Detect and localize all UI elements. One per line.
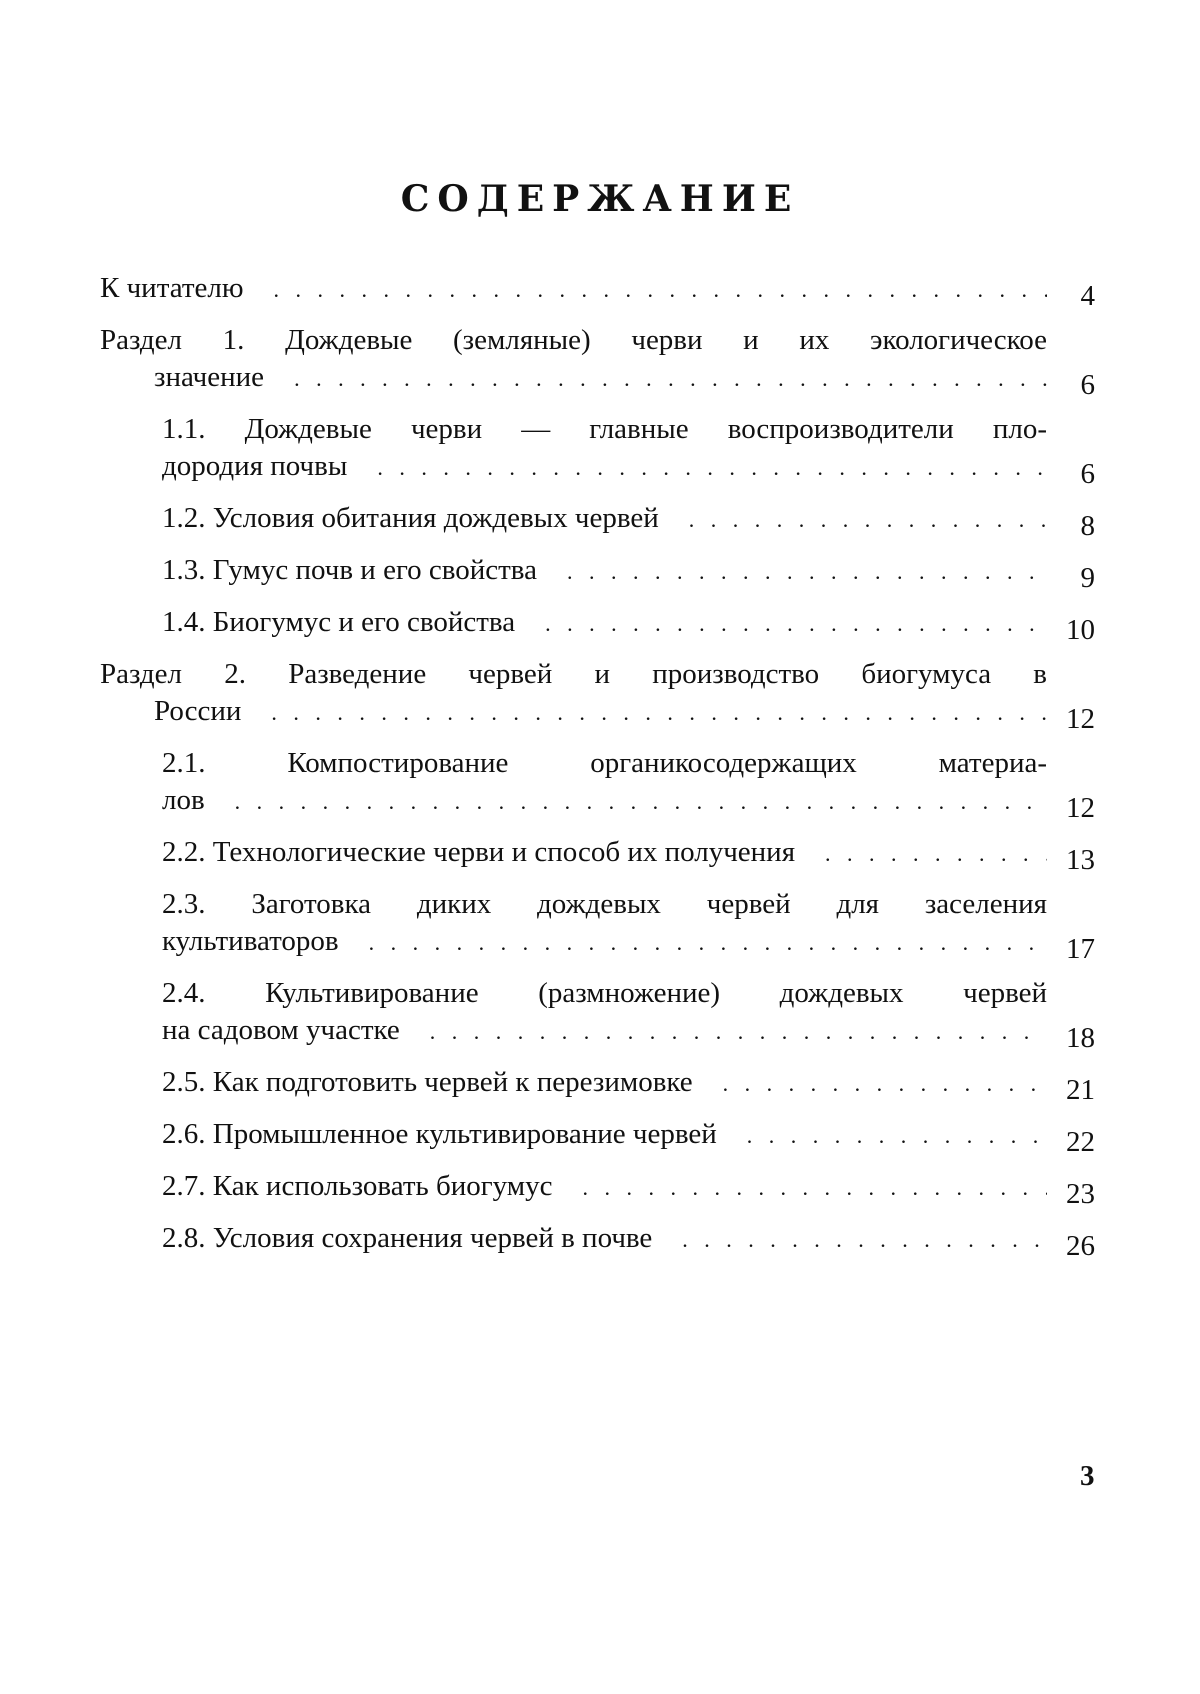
toc-page-number: 10 xyxy=(1066,614,1095,646)
toc-entry-text: 2.2. Технологические черви и способ их получения xyxy=(162,836,796,868)
toc-part-entry xyxy=(100,656,1095,735)
toc-entry-text: значение xyxy=(154,361,265,393)
toc-entry-last-line xyxy=(100,693,1095,735)
dot-leader xyxy=(430,1013,1047,1050)
toc-entry-text: 2.6. Промышленное культивирование червей xyxy=(162,1118,717,1150)
toc-part-entry xyxy=(100,322,1095,401)
page-title: СОДЕРЖАНИЕ xyxy=(400,178,800,220)
toc-entry-text: 2.8. Условия сохранения червей в почве xyxy=(162,1222,653,1254)
toc-entry-text: дородия почвы xyxy=(162,450,348,482)
toc-entry-last-line xyxy=(162,552,1095,594)
toc-entry-text: 1.2. Условия обитания дождевых червей xyxy=(162,502,659,534)
toc-section-entry xyxy=(100,834,1095,876)
dot-leader xyxy=(235,783,1047,820)
table-of-contents xyxy=(100,268,1095,1272)
toc-entry-text: 1.3. Гумус почв и его свойства xyxy=(162,554,537,586)
toc-page-number: 12 xyxy=(1066,703,1095,735)
toc-page-number: 12 xyxy=(1066,792,1095,824)
toc-entry-last-line xyxy=(100,270,1095,312)
dot-leader xyxy=(583,1169,1047,1206)
dot-leader xyxy=(682,1221,1047,1258)
toc-entry-text: России xyxy=(154,695,242,727)
dot-leader xyxy=(274,271,1047,308)
toc-section-entry xyxy=(100,1168,1095,1210)
toc-entry-text: 2.4. Культивирование (размножение) дождевых червей xyxy=(162,977,1047,1009)
toc-entry-last-line xyxy=(100,359,1095,401)
toc-page-number: 9 xyxy=(1080,562,1095,594)
dot-leader xyxy=(545,605,1047,642)
toc-section-entry xyxy=(100,552,1095,594)
page-number: 3 xyxy=(1080,1460,1095,1492)
toc-entry-text: 1.1. Дождевые черви — главные воспроизводители пло- xyxy=(162,413,1047,445)
toc-section-entry xyxy=(100,1116,1095,1158)
dot-leader xyxy=(369,924,1047,961)
toc-page-number: 6 xyxy=(1080,369,1095,401)
toc-page-number: 17 xyxy=(1066,933,1095,965)
dot-leader xyxy=(567,553,1047,590)
toc-entry-last-line xyxy=(162,1064,1095,1106)
toc-entry-text: лов xyxy=(162,784,205,816)
toc-section-entry xyxy=(100,886,1095,965)
toc-entry-text: 2.3. Заготовка диких дождевых червей для заселения xyxy=(162,888,1047,920)
toc-entry-last-line xyxy=(162,834,1095,876)
toc-entry-text: 2.1. Компостирование органикосодержащих материа- xyxy=(162,747,1047,779)
toc-entry-last-line xyxy=(162,1116,1095,1158)
toc-entry-text: К читателю xyxy=(100,272,244,304)
toc-entry-last-line xyxy=(162,1220,1095,1262)
toc-entry-text: 2.7. Как использовать биогумус xyxy=(162,1170,553,1202)
toc-entry-text: на садовом участке xyxy=(162,1014,400,1046)
toc-page-number: 22 xyxy=(1066,1126,1095,1158)
toc-entry-last-line xyxy=(162,604,1095,646)
dot-leader xyxy=(689,501,1047,538)
toc-section-entry xyxy=(100,975,1095,1054)
dot-leader xyxy=(747,1117,1047,1154)
toc-section-entry xyxy=(100,1064,1095,1106)
toc-entry-text: 1.4. Биогумус и его свойства xyxy=(162,606,516,638)
toc-entry-last-line xyxy=(162,1168,1095,1210)
toc-page-number: 6 xyxy=(1080,458,1095,490)
toc-page-number: 18 xyxy=(1066,1022,1095,1054)
toc-section-entry xyxy=(100,745,1095,824)
toc-entry-last-line xyxy=(162,448,1095,490)
toc-page-number: 23 xyxy=(1066,1178,1095,1210)
toc-page-number: 26 xyxy=(1066,1230,1095,1262)
toc-entry-last-line xyxy=(162,782,1095,824)
toc-entry-last-line xyxy=(162,923,1095,965)
dot-leader xyxy=(294,360,1047,397)
toc-page-number: 21 xyxy=(1066,1074,1095,1106)
toc-entry-text: культиваторов xyxy=(162,925,339,957)
toc-page-number: 4 xyxy=(1080,280,1095,312)
toc-entry-last-line xyxy=(162,1012,1095,1054)
dot-leader xyxy=(825,835,1047,872)
dot-leader xyxy=(723,1065,1047,1102)
toc-entry-last-line xyxy=(162,500,1095,542)
toc-section-entry xyxy=(100,1220,1095,1262)
toc-page-number: 8 xyxy=(1080,510,1095,542)
dot-leader xyxy=(377,449,1047,486)
toc-section-entry xyxy=(100,500,1095,542)
dot-leader xyxy=(271,694,1047,731)
toc-entry-text: 2.5. Как подготовить червей к перезимовке xyxy=(162,1066,693,1098)
toc-entry-text: Раздел 1. Дождевые (земляные) черви и их экологическое xyxy=(100,324,1047,356)
toc-page-number: 13 xyxy=(1066,844,1095,876)
toc-entry-text: Раздел 2. Разведение червей и производство биогумуса в xyxy=(100,658,1047,690)
toc-section-entry xyxy=(100,411,1095,490)
toc-part-entry xyxy=(100,270,1095,312)
toc-section-entry xyxy=(100,604,1095,646)
